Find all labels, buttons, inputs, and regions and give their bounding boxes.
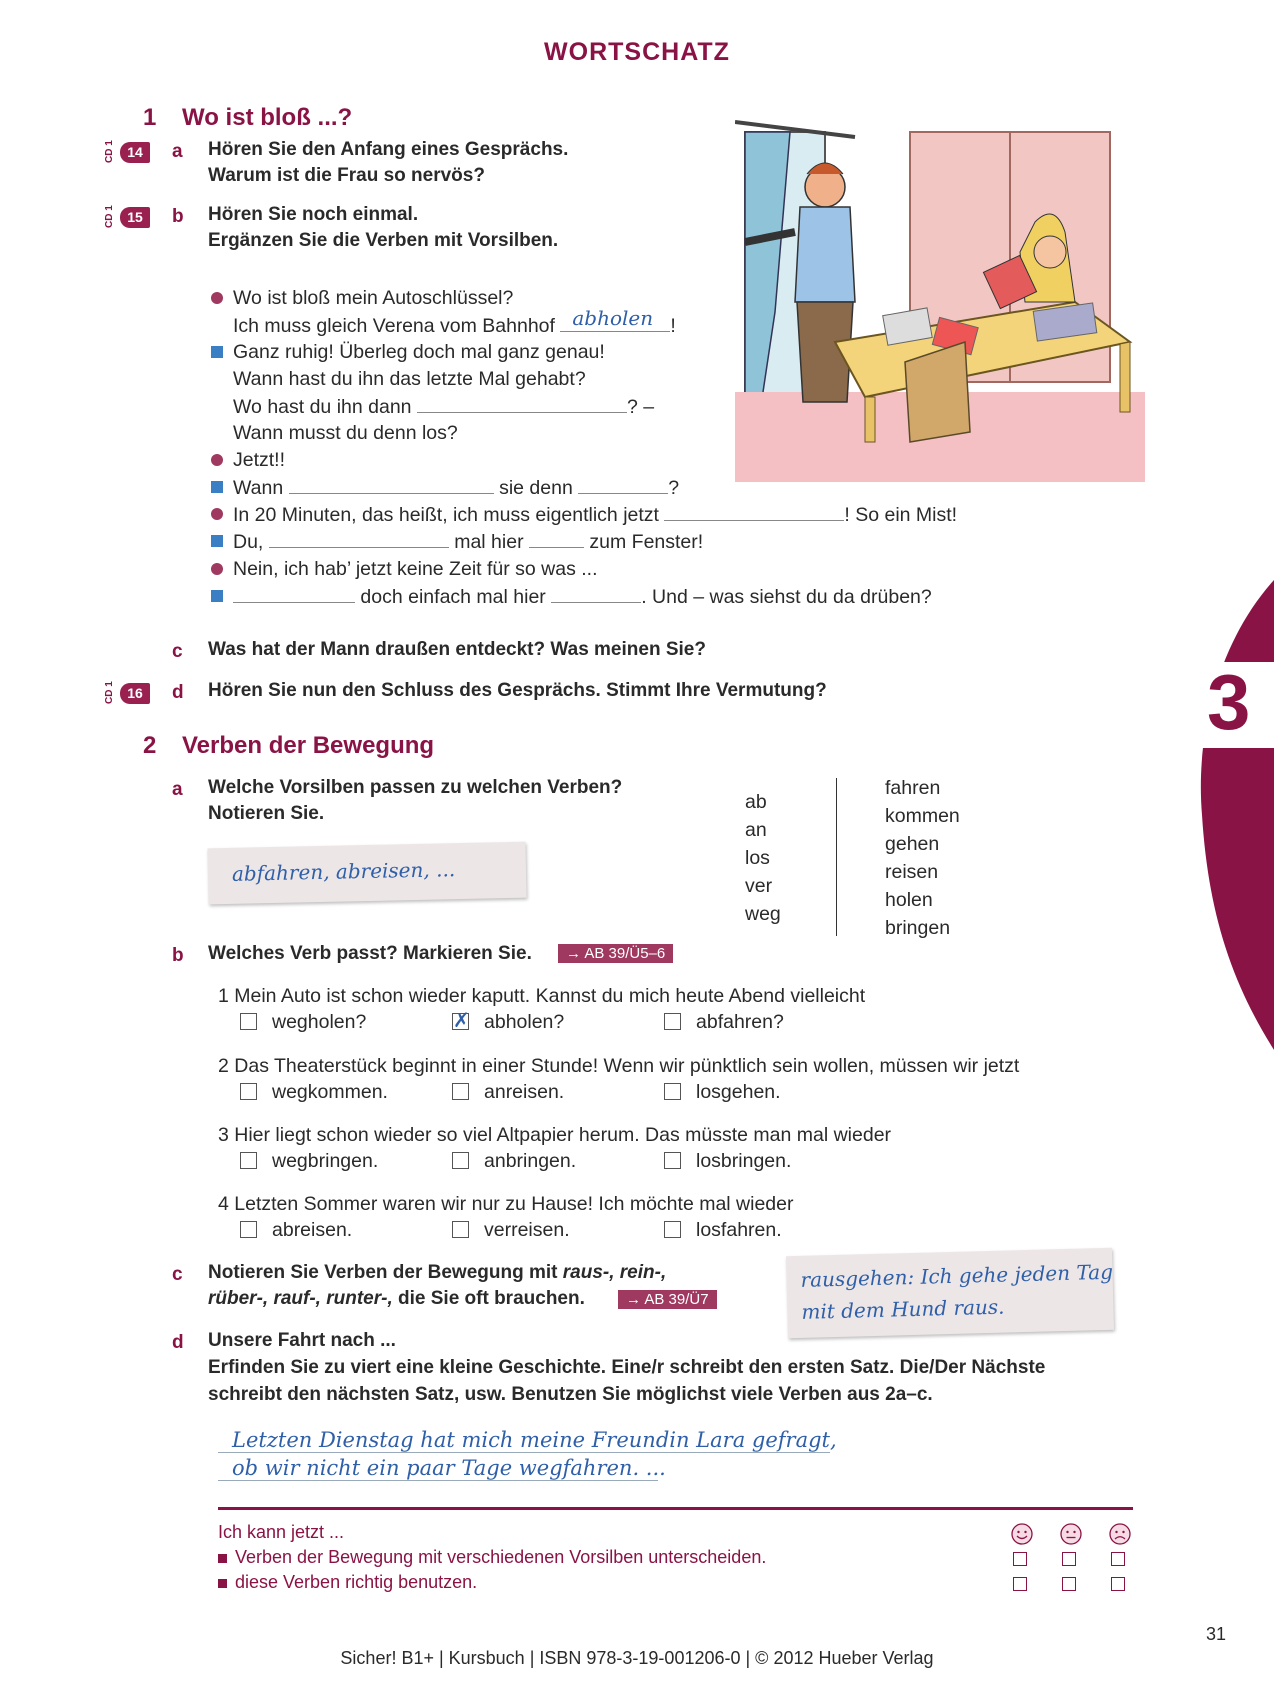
cd-track-14[interactable] — [104, 141, 152, 165]
section2-number: 2 — [143, 732, 157, 759]
workbook-reference[interactable]: → AB 39/Ü5–6 — [558, 944, 673, 963]
neutral-face-icon — [1059, 1522, 1083, 1546]
dialogue-line: Nein, ich hab’ jetzt keine Zeit für so was ... — [233, 558, 598, 580]
section2-title: Verben der Bewegung — [182, 732, 435, 759]
dialogue-line: In 20 Minuten, das heißt, ich muss eigentlich jetzt ! So ein Mist! — [233, 500, 957, 529]
verb: bringen — [885, 917, 951, 939]
option-checkbox[interactable] — [664, 1013, 681, 1030]
task-2c-letter: c — [172, 1264, 183, 1285]
speaker-man-bullet — [211, 481, 223, 493]
option-checkbox[interactable] — [664, 1221, 681, 1238]
answer-blank[interactable] — [578, 473, 668, 494]
exercise-sentence: 4 Letzten Sommer waren wir nur zu Hause! Ich möchte mal wieder — [218, 1193, 794, 1215]
option-checkbox[interactable] — [240, 1013, 257, 1030]
option-label: anreisen. — [484, 1081, 565, 1103]
answer-blank[interactable] — [417, 392, 627, 413]
handwritten-line: ob wir nicht ein paar Tage wegfahren. ... — [232, 1456, 666, 1480]
self-assessment-checkbox[interactable] — [1111, 1552, 1125, 1566]
speaker-man-bullet — [211, 346, 223, 358]
option-label: losfahren. — [696, 1219, 782, 1241]
kitchen-illustration — [735, 112, 1145, 482]
dialogue-line: doch einfach mal hier . Und – was siehst du da drüben? — [233, 582, 932, 611]
dialogue-line: Wann musst du denn los? — [233, 422, 458, 444]
option-label: losbringen. — [696, 1150, 792, 1172]
option-checkbox[interactable] — [240, 1221, 257, 1238]
can-do-heading: Ich kann jetzt ... — [218, 1522, 345, 1542]
task-1b-line2: Ergänzen Sie die Verben mit Vorsilben. — [208, 230, 559, 251]
self-assessment-checkbox[interactable] — [1013, 1577, 1027, 1591]
writing-line — [218, 1452, 830, 1453]
speaker-woman-bullet — [211, 563, 223, 575]
dialogue-line: Wo ist bloß mein Autoschlüssel? — [233, 287, 514, 309]
happy-face-icon — [1010, 1522, 1034, 1546]
prefix: ver — [745, 875, 773, 897]
handwritten-line: Letzten Dienstag hat mich meine Freundin Lara gefragt, — [232, 1428, 837, 1452]
verb: fahren — [885, 777, 941, 799]
cd-label: CD 1 — [104, 681, 115, 704]
option-label: anbringen. — [484, 1150, 577, 1172]
cd-track-15[interactable] — [104, 206, 152, 230]
speaker-man-bullet — [211, 535, 223, 547]
task-1d-letter: d — [172, 682, 184, 703]
task-1b-line1: Hören Sie noch einmal. — [208, 204, 419, 225]
answer-blank[interactable] — [551, 582, 641, 603]
option-checkbox-checked[interactable] — [452, 1008, 470, 1032]
task-2a-letter: a — [172, 779, 183, 800]
chapter-tab — [1100, 580, 1274, 1050]
option-checkbox[interactable] — [452, 1083, 469, 1100]
answer-blank[interactable] — [529, 527, 584, 548]
task-1c-text: Was hat der Mann draußen entdeckt? Was meinen Sie? — [208, 639, 706, 660]
cd-track-16[interactable] — [104, 682, 152, 706]
dialogue-line: Wo hast du ihn dann ? – — [233, 392, 654, 421]
answer-blank[interactable]: abholen — [560, 311, 670, 332]
dialogue-line: Wann hast du ihn das letzte Mal gehabt? — [233, 368, 586, 390]
can-do-item: Verben der Bewegung mit verschiedenen Vorsilben unterscheiden. — [218, 1545, 766, 1570]
verb: gehen — [885, 833, 940, 855]
task-2c-line1: Notieren Sie Verben der Bewegung mit raus-, rein-, — [208, 1262, 667, 1283]
section1-number: 1 — [143, 104, 157, 131]
exercise-sentence: 3 Hier liegt schon wieder so viel Altpapier herum. Das müsste man mal wieder — [218, 1124, 892, 1146]
prefix: los — [745, 847, 770, 869]
task-2b-letter: b — [172, 945, 184, 966]
task-1a-line1: Hören Sie den Anfang eines Gesprächs. — [208, 139, 569, 160]
option-checkbox[interactable] — [664, 1083, 681, 1100]
page-title: WORTSCHATZ — [544, 38, 730, 66]
sad-face-icon — [1108, 1522, 1132, 1546]
verb: holen — [885, 889, 933, 911]
task-2d-line2: Erfinden Sie zu viert eine kleine Geschichte. Eine/r schreibt den ersten Satz. Die/Der Nächste — [208, 1357, 1046, 1378]
track-number: 15 — [120, 207, 150, 228]
cd-label: CD 1 — [104, 205, 115, 228]
verb-list — [885, 774, 960, 942]
self-assessment-checkbox[interactable] — [1013, 1552, 1027, 1566]
self-assessment-checkbox[interactable] — [1062, 1577, 1076, 1591]
writing-line — [218, 1480, 658, 1481]
answer-blank[interactable] — [269, 527, 449, 548]
column-divider — [836, 778, 837, 936]
dialogue-line: Jetzt!! — [233, 449, 286, 471]
option-label: wegbringen. — [272, 1150, 379, 1172]
speaker-woman-bullet — [211, 508, 223, 520]
dialogue-line: Du, mal hier zum Fenster! — [233, 527, 703, 556]
option-checkbox[interactable] — [240, 1083, 257, 1100]
speaker-man-bullet — [211, 590, 223, 602]
track-number: 14 — [120, 142, 150, 163]
dialogue-line: Ich muss gleich Verena vom Bahnhof abholen ! — [233, 306, 676, 337]
track-number: 16 — [120, 683, 150, 704]
option-checkbox[interactable] — [240, 1152, 257, 1169]
option-checkbox[interactable] — [664, 1152, 681, 1169]
task-1c-letter: c — [172, 641, 183, 662]
task-2d-line1: Unsere Fahrt nach ... — [208, 1330, 396, 1351]
section1-title: Wo ist bloß ...? — [182, 104, 353, 131]
task-2a-line1: Welche Vorsilben passen zu welchen Verben? — [208, 777, 623, 798]
answer-blank[interactable] — [233, 582, 355, 603]
self-assessment-checkbox[interactable] — [1062, 1552, 1076, 1566]
option-label: abreisen. — [272, 1219, 353, 1241]
speaker-woman-bullet — [211, 292, 223, 304]
option-label: wegholen? — [272, 1011, 367, 1033]
cd-label: CD 1 — [104, 140, 115, 163]
dialogue-line: Wann sie denn ? — [233, 473, 679, 502]
task-1a-letter: a — [172, 141, 183, 162]
task-2c-line2: rüber-, rauf-, runter-, die Sie oft brauchen. — [208, 1288, 585, 1309]
page-number: 31 — [1206, 1624, 1227, 1644]
exercise-sentence: 2 Das Theaterstück beginnt in einer Stunde! Wenn wir pünktlich sein wollen, müssen wir jetzt — [218, 1055, 1020, 1077]
option-label: losgehen. — [696, 1081, 781, 1103]
example-note: abfahren, abreisen, ... — [207, 842, 526, 905]
footer: Sicher! B1+ | Kursbuch | ISBN 978-3-19-001206-0 | © 2012 Hueber Verlag — [340, 1648, 934, 1668]
can-do-divider — [218, 1507, 1133, 1510]
task-1d-text: Hören Sie nun den Schluss des Gesprächs. Stimmt Ihre Vermutung? — [208, 680, 827, 701]
prefix: weg — [745, 903, 781, 925]
prefix-list — [745, 788, 781, 928]
exercise-sentence: 1 Mein Auto ist schon wieder kaputt. Kannst du mich heute Abend vielleicht — [218, 985, 866, 1007]
option-label: wegkommen. — [272, 1081, 388, 1103]
workbook-reference[interactable]: → AB 39/Ü7 — [618, 1290, 717, 1309]
option-checkbox[interactable] — [452, 1221, 469, 1238]
prefix: an — [745, 819, 767, 841]
chapter-number: 3 — [1207, 658, 1251, 746]
option-label: verreisen. — [484, 1219, 570, 1241]
speaker-woman-bullet — [211, 454, 223, 466]
task-2a-line2: Notieren Sie. — [208, 803, 325, 824]
option-checkbox[interactable] — [452, 1152, 469, 1169]
answer-blank[interactable] — [289, 473, 494, 494]
verb: kommen — [885, 805, 960, 827]
answer-blank[interactable] — [664, 500, 844, 521]
option-label: abholen? — [484, 1011, 565, 1033]
task-1a-line2: Warum ist die Frau so nervös? — [208, 165, 485, 186]
task-2d-letter: d — [172, 1332, 184, 1353]
prefix: ab — [745, 791, 767, 813]
self-assessment-checkbox[interactable] — [1111, 1577, 1125, 1591]
dialogue-line: Ganz ruhig! Überleg doch mal ganz genau! — [233, 341, 605, 363]
task-2d-line3: schreibt den nächsten Satz, usw. Benutzen Sie möglichst viele Verben aus 2a–c. — [208, 1384, 933, 1405]
task-2b-text: Welches Verb passt? Markieren Sie. — [208, 943, 532, 964]
verb: reisen — [885, 861, 939, 883]
example-note: rausgehen: Ich gehe jeden Tag mit dem Hund raus. — [786, 1248, 1114, 1339]
can-do-item: diese Verben richtig benutzen. — [218, 1570, 477, 1595]
option-label: abfahren? — [696, 1011, 784, 1033]
task-1b-letter: b — [172, 206, 184, 227]
check-mark: ✗ — [453, 1008, 470, 1032]
